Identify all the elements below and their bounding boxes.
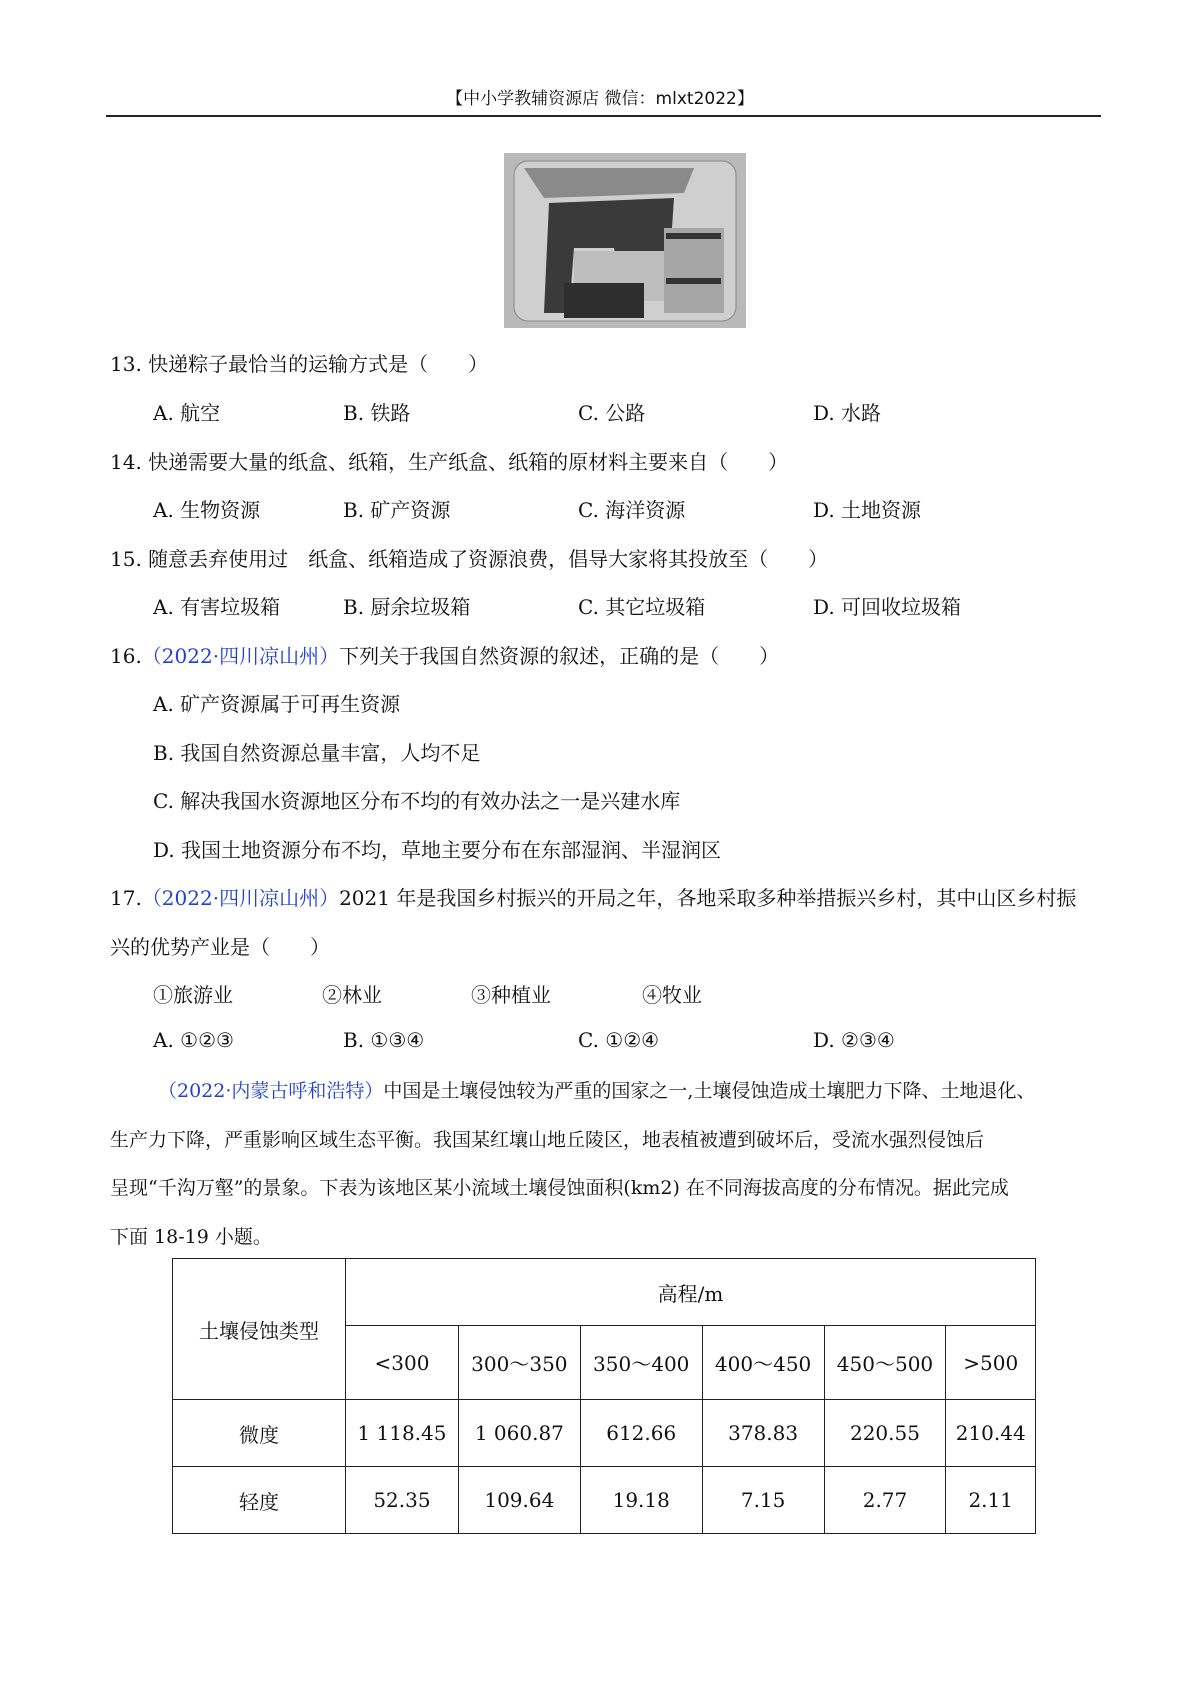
question-14: 14. 快递需要大量的纸盒、纸箱，生产纸盒、纸箱的原材料主要来自（ ） [110,450,789,474]
cell: 1 118.45 [346,1400,459,1467]
question-number: 16. [110,644,142,668]
cell: 2.11 [946,1467,1036,1534]
question-stem: 下列关于我国自然资源的叙述，正确的是（ ） [339,644,780,668]
option: B. 铁路 [343,401,411,425]
option: A. 矿产资源属于可再生资源 [153,692,401,716]
option: D. 水路 [813,401,882,425]
option: C. 公路 [578,401,646,425]
cell: 210.44 [946,1400,1036,1467]
question-source: （2022·四川凉山州） [141,886,340,910]
item: ④牧业 [642,983,702,1007]
cell: 109.64 [458,1467,580,1534]
row-label: 轻度 [173,1467,346,1534]
erosion-table [172,1258,1036,1534]
question-16 [110,640,779,669]
cell: 52.35 [346,1467,459,1534]
option: A. 有害垃圾箱 [153,595,281,619]
option: B. 厨余垃圾箱 [343,595,471,619]
question-17 [110,882,1076,911]
header-rule [106,115,1101,117]
option: C. ①②④ [578,1028,660,1052]
question-number: 17. [110,886,142,910]
cell: 1 060.87 [458,1400,580,1467]
column-header: 300～350 [458,1326,580,1400]
table-row [173,1467,1036,1534]
option: D. 我国土地资源分布不均，草地主要分布在东部湿润、半湿润区 [153,838,722,862]
option: D. ②③④ [813,1028,895,1052]
option: C. 解决我国水资源地区分布不均的有效办法之一是兴建水库 [153,789,681,813]
question-17-cont: 兴的优势产业是（ ） [110,935,330,959]
column-header: 350～400 [580,1326,702,1400]
option: D. 可回收垃圾箱 [813,595,962,619]
option: B. 我国自然资源总量丰富，人均不足 [153,741,481,765]
column-header: 400～450 [702,1326,824,1400]
item: ②林业 [322,983,382,1007]
row-label: 微度 [173,1400,346,1467]
option: B. ①③④ [343,1028,425,1052]
option: A. ①②③ [153,1028,234,1052]
option: A. 生物资源 [153,498,261,522]
table-row [173,1400,1036,1467]
option: D. 土地资源 [813,498,922,522]
cell: 19.18 [580,1467,702,1534]
option: A. 航空 [153,401,221,425]
passage-source: （2022·内蒙古呼和浩特） [158,1080,384,1102]
passage-line: 生产力下降，严重影响区域生态平衡。我国某红壤山地丘陵区，地表植被遭到破坏后，受流水强烈侵蚀后 [110,1129,985,1151]
page-header: 【中小学教辅资源店 微信：mlxt2022】 [446,89,754,109]
passage-text: 中国是土壤侵蚀较为严重的国家之一,土壤侵蚀造成土壤肥力下降、土地退化、 [383,1080,1036,1102]
group-header: 高程/m [346,1259,1036,1326]
item: ①旅游业 [153,983,233,1007]
column-header: >500 [946,1326,1036,1400]
cell: 7.15 [702,1467,824,1534]
cell: 2.77 [824,1467,946,1534]
question-stem: 2021 年是我国乡村振兴的开局之年，各地采取多种举措振兴乡村，其中山区乡村振 [339,886,1077,910]
option: C. 其它垃圾箱 [578,595,706,619]
column-header: <300 [346,1326,459,1400]
passage-line: 呈现“千沟万壑”的景象。下表为该地区某小流域土壤侵蚀面积(km2) 在不同海拔高度的分布情况。据此完成 [110,1177,1009,1199]
row-header: 土壤侵蚀类型 [173,1259,346,1400]
cell: 220.55 [824,1400,946,1467]
zongzi-box-photo [504,153,746,328]
question-source: （2022·四川凉山州） [141,644,340,668]
option: B. 矿产资源 [343,498,451,522]
question-13: 13. 快递粽子最恰当的运输方式是（ ） [110,352,489,376]
item: ③种植业 [471,983,551,1007]
cell: 612.66 [580,1400,702,1467]
passage-line [158,1076,1035,1103]
question-15: 15. 随意丢弃使用过 纸盒、纸箱造成了资源浪费，倡导大家将其投放至（ ） [110,547,829,571]
passage-line: 下面 18-19 小题。 [110,1226,272,1248]
cell: 378.83 [702,1400,824,1467]
column-header: 450～500 [824,1326,946,1400]
option: C. 海洋资源 [578,498,686,522]
